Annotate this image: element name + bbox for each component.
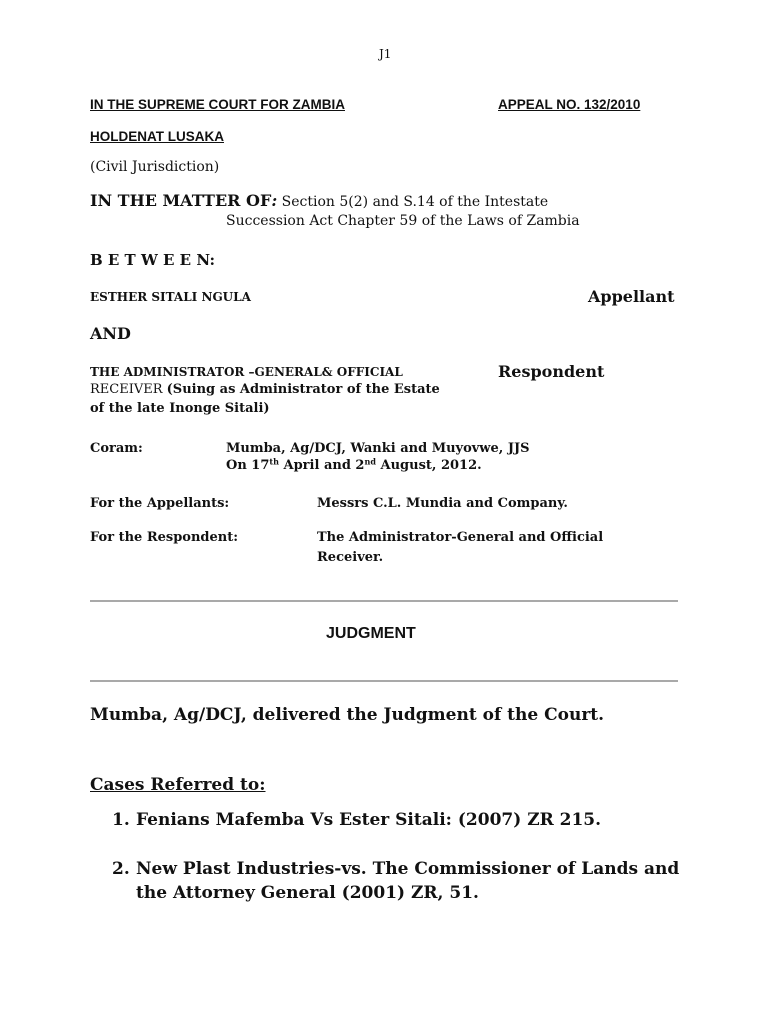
between-label: B E T W E E N: xyxy=(90,251,216,269)
respondent-line-3: of the late Inonge Sitali) xyxy=(90,401,270,416)
respondent-counsel-label: For the Respondent: xyxy=(90,530,239,545)
judgment-title: JUDGMENT xyxy=(326,625,416,642)
court-name: IN THE SUPREME COURT FOR ZAMBIA xyxy=(90,97,345,112)
case-item-2 xyxy=(112,857,679,905)
respondent-counsel-value-2: Receiver. xyxy=(317,550,384,565)
case-item-1 xyxy=(112,808,679,832)
respondent-counsel-value-1: The Administrator-General and Official xyxy=(317,530,604,545)
respondent-line-2 xyxy=(90,382,440,397)
coram-dates xyxy=(226,458,482,473)
matter-line-1 xyxy=(90,191,548,210)
cases-heading: Cases Referred to: xyxy=(90,775,266,795)
appellants-counsel-label: For the Appellants: xyxy=(90,496,230,511)
coram-date-prefix: On 17 xyxy=(226,458,270,473)
case-number: 2. xyxy=(112,859,130,879)
coram-date-sup-2: nd xyxy=(364,456,376,467)
case-citation: Fenians Mafemba Vs Ester Sitali: (2007) ZR 215. xyxy=(136,810,602,830)
respondent-receiver: RECEIVER xyxy=(90,382,163,397)
coram-judges: Mumba, Ag/DCJ, Wanki and Muyovwe, JJS xyxy=(226,441,530,456)
matter-line-2: Succession Act Chapter 59 of the Laws of Zambia xyxy=(226,213,580,229)
respondent-suing: (Suing as Administrator of the Estate xyxy=(166,382,440,397)
coram-date-sup-1: th xyxy=(269,456,279,467)
coram-date-suffix: August, 2012. xyxy=(375,458,482,473)
case-number: 1. xyxy=(112,810,130,830)
matter-colon: : xyxy=(271,191,278,210)
appellant-role: Appellant xyxy=(588,287,675,306)
coram-label: Coram: xyxy=(90,441,143,456)
jurisdiction: (Civil Jurisdiction) xyxy=(90,159,220,175)
matter-label: IN THE MATTER OF xyxy=(90,191,272,210)
cases-list xyxy=(112,808,679,905)
page-number: J1 xyxy=(379,47,392,61)
matter-text-1: Section 5(2) and S.14 of the Intestate xyxy=(277,194,549,210)
divider-top xyxy=(90,600,678,602)
respondent-line-1: THE ADMINISTRATOR –GENERAL& OFFICIAL xyxy=(90,365,403,379)
appellants-counsel-value: Messrs C.L. Mundia and Company. xyxy=(317,496,568,511)
respondent-role: Respondent xyxy=(498,362,605,381)
holden-location: HOLDENAT LUSAKA xyxy=(90,129,224,144)
divider-bottom xyxy=(90,680,678,682)
coram-date-mid: April and 2 xyxy=(278,458,365,473)
and-label: AND xyxy=(90,324,131,343)
appellant-name: ESTHER SITALI NGULA xyxy=(90,290,251,304)
case-citation: New Plast Industries-vs. The Commissioner of Lands and xyxy=(136,859,680,879)
appeal-number: APPEAL NO. 132/2010 xyxy=(498,97,641,112)
case-citation-continued: the Attorney General (2001) ZR, 51. xyxy=(136,883,479,903)
delivered-statement: Mumba, Ag/DCJ, delivered the Judgment of the Court. xyxy=(90,705,605,725)
